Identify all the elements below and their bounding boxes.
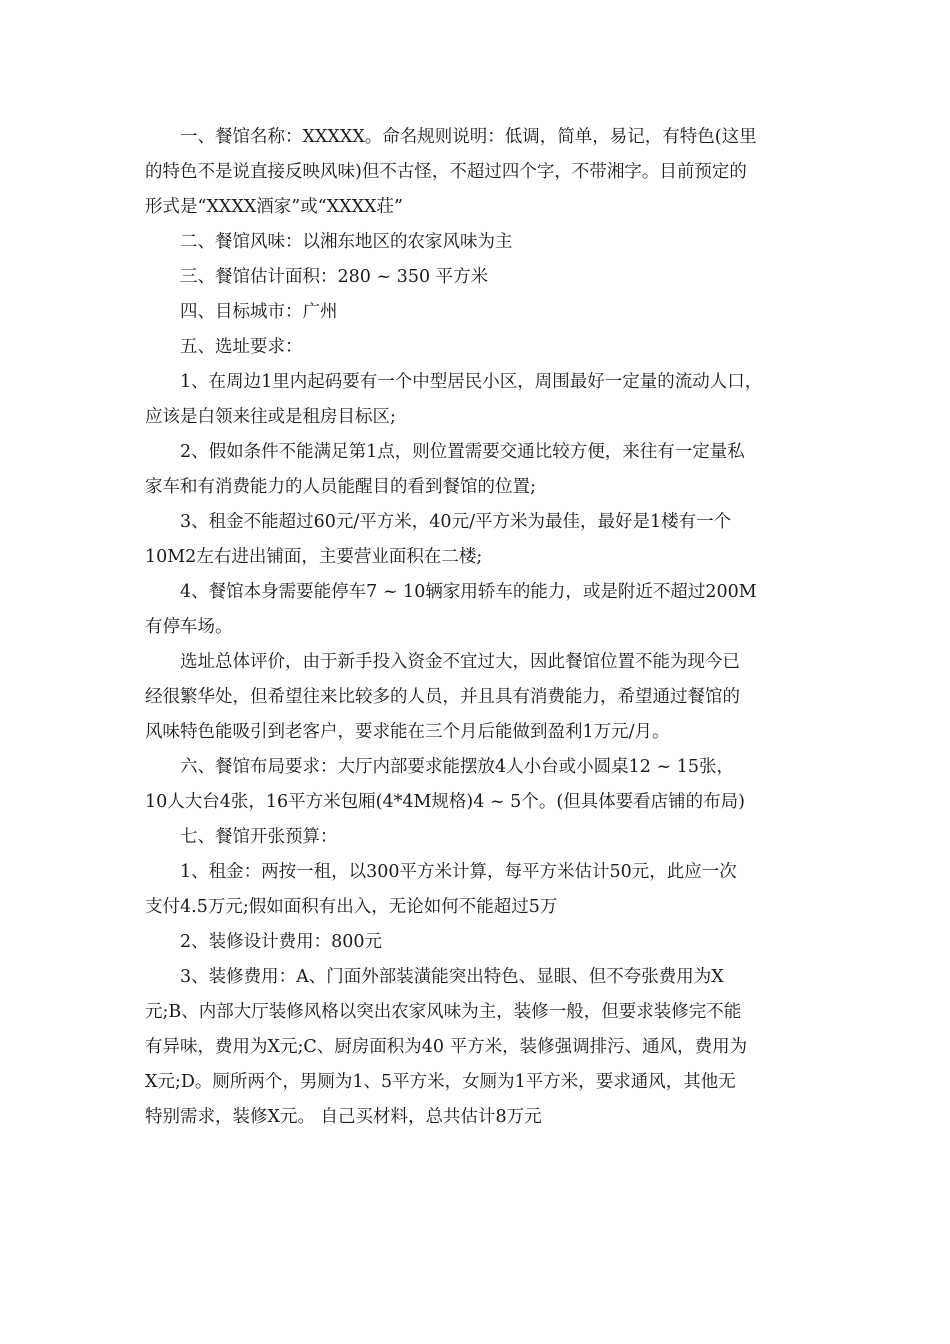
budget-item-1-rent: 1、租金：两按一租，以300平方米计算，每平方米估计50元，此应一次 — [180, 862, 737, 882]
site-requirement-4: 4、餐馆本身需要能停车7 ~ 10辆家用轿车的能力，或是附近不超过200M — [180, 582, 757, 602]
section-4-target-city: 四、目标城市：广州 — [180, 302, 338, 322]
text-line: 10人大台4张，16平方米包厢(4*4M规格)4 ~ 5个。(但具体要看店铺的布局) — [145, 792, 745, 812]
site-overall-evaluation: 选址总体评价，由于新手投入资金不宜过大，因此餐馆位置不能为现今已 — [180, 652, 740, 672]
section-7-opening-budget: 七、餐馆开张预算： — [180, 827, 338, 847]
text-line: 的特色不是说直接反映风味)但不古怪，不超过四个字，不带湘字。目前预定的 — [145, 162, 747, 182]
text-line: 风味特色能吸引到老客户，要求能在三个月后能做到盈利1万元/月。 — [145, 722, 670, 742]
text-line: 有异味，费用为X元;C、厨房面积为40 平方米，装修强调排污、通风，费用为 — [145, 1037, 748, 1057]
text-line: 有停车场。 — [145, 617, 233, 637]
section-6-layout: 六、餐馆布局要求：大厅内部要求能摆放4人小台或小圆桌12 ~ 15张， — [180, 757, 734, 777]
site-requirement-2: 2、假如条件不能满足第1点，则位置需要交通比较方便，来往有一定量私 — [180, 442, 745, 462]
section-1-restaurant-name: 一、餐馆名称：XXXXX。命名规则说明：低调，简单，易记，有特色(这里 — [180, 127, 757, 147]
text-line: 应该是白领来往或是租房目标区; — [145, 407, 396, 427]
site-requirement-1: 1、在周边1里内起码要有一个中型居民小区，周围最好一定量的流动人口， — [180, 372, 763, 392]
text-line: 特别需求，装修X元。 自己买材料，总共估计8万元 — [145, 1107, 542, 1127]
site-requirement-3: 3、租金不能超过60元/平方米，40元/平方米为最佳，最好是1楼有一个 — [180, 512, 732, 532]
section-5-site-requirements: 五、选址要求： — [180, 337, 303, 357]
budget-item-3-renovation: 3、装修费用：A、门面外部装潢能突出特色、显眼、但不夸张费用为X — [180, 967, 724, 987]
text-line: 元;B、内部大厅装修风格以突出农家风味为主，装修一般，但要求装修完不能 — [145, 1002, 742, 1022]
text-line: X元;D。厕所两个，男厕为1、5平方米，女厕为1平方米，要求通风，其他无 — [145, 1072, 736, 1092]
section-2-flavor: 二、餐馆风味：以湘东地区的农家风味为主 — [180, 232, 513, 252]
text-line: 10M2左右进出铺面，主要营业面积在二楼; — [145, 547, 483, 567]
budget-item-2-design-fee: 2、装修设计费用：800元 — [180, 932, 383, 952]
text-line: 形式是“XXXX酒家”或“XXXX荘” — [145, 197, 403, 217]
section-3-area: 三、餐馆估计面积：280 ~ 350 平方米 — [180, 267, 489, 287]
document-body — [145, 120, 815, 1135]
text-line: 支付4.5万元;假如面积有出入，无论如何不能超过5万 — [145, 897, 558, 917]
text-line: 家车和有消费能力的人员能醒目的看到餐馆的位置; — [145, 477, 536, 497]
text-line: 经很繁华处，但希望往来比较多的人员，并且具有消费能力，希望通过餐馆的 — [145, 687, 740, 707]
